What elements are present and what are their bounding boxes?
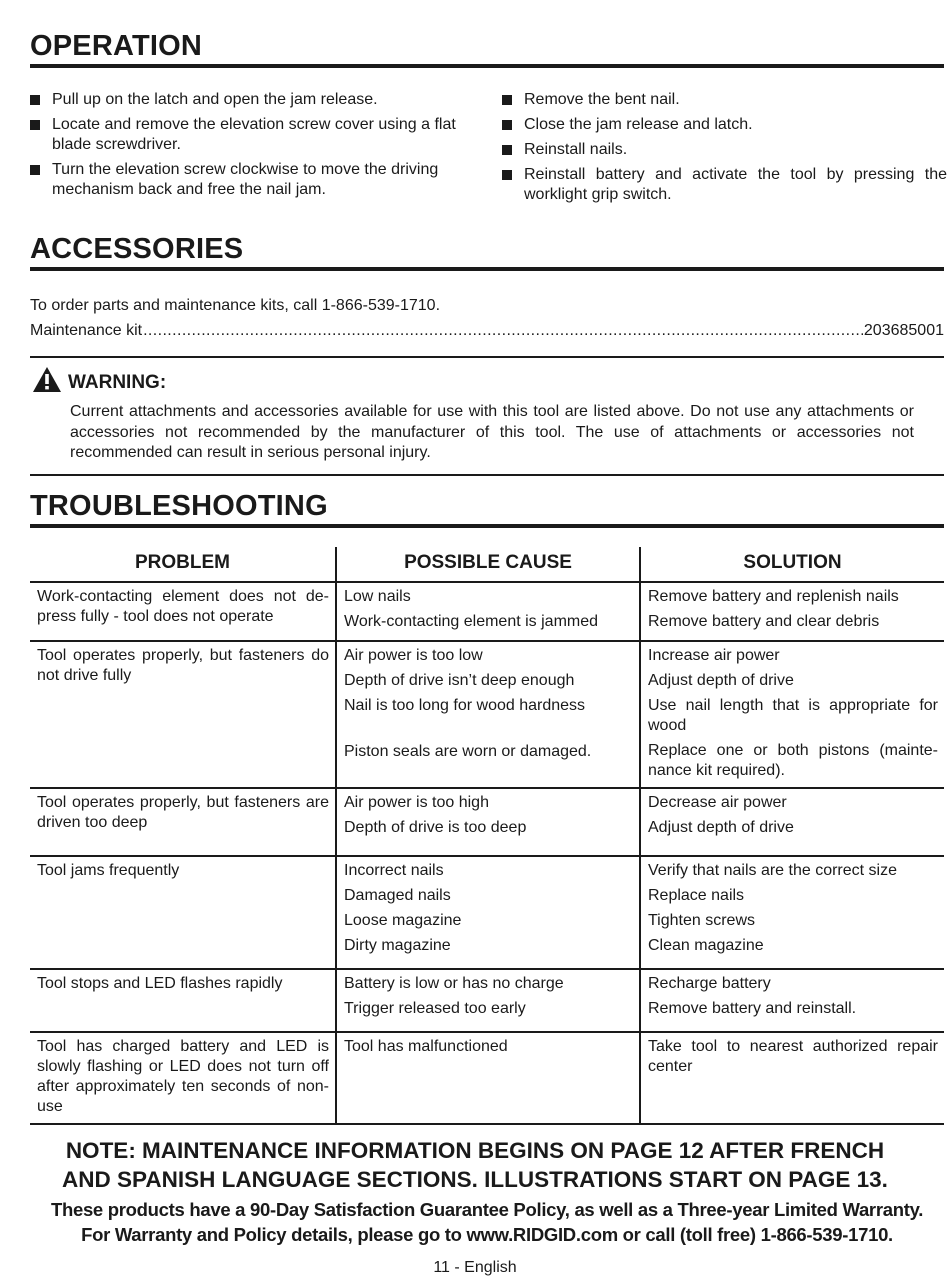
maintenance-note <box>0 1136 950 1194</box>
warning-triangle-icon <box>32 366 62 393</box>
table-row <box>30 641 944 788</box>
bullet-square-icon <box>30 95 40 105</box>
maintenance-kit-label: Maintenance kit <box>30 322 143 339</box>
list-item: Pull up on the latch and open the jam release. <box>30 90 475 110</box>
maintenance-kit-number: 203685001 <box>863 322 944 339</box>
problem-cell: Tool operates properly, but fasteners do not drive fully <box>30 641 336 788</box>
cause-cell: Tool has malfunctioned <box>336 1032 640 1124</box>
header-solution: SOLUTION <box>640 547 944 582</box>
bullet-square-icon <box>502 170 512 180</box>
table-header-row <box>30 547 944 582</box>
leader-dots <box>143 321 863 341</box>
note-line-2: AND SPANISH LANGUAGE SECTIONS. ILLUSTRATIONS START ON PAGE 13. <box>62 1167 888 1192</box>
problem-cell: Tool stops and LED flashes rapidly <box>30 969 336 1032</box>
bullet-square-icon <box>30 165 40 175</box>
solution-cell: Take tool to nearest authorized repair center <box>640 1032 944 1124</box>
problem-cell: Work-contacting element does not de-press fully - tool does not operate <box>30 582 336 641</box>
operation-left-list <box>30 90 475 205</box>
operation-right-list <box>502 90 947 210</box>
bullet-square-icon <box>30 120 40 130</box>
warranty-line-1: These products have a 90-Day Satisfaction Guarantee Policy, as well as a Three-year Limited Warranty. <box>50 1199 924 1220</box>
list-item: Close the jam release and latch. <box>502 115 947 135</box>
table-row <box>30 582 944 641</box>
bullet-square-icon <box>502 145 512 155</box>
troubleshooting-table <box>30 547 944 1125</box>
problem-cell: Tool has charged battery and LED is slowly flashing or LED does not turn off after approximately ten seconds of non-use <box>30 1032 336 1124</box>
table-row <box>30 788 944 856</box>
list-item: Turn the elevation screw clockwise to move the driving mechanism back and free the nail jam. <box>30 160 475 200</box>
cause-cell: Air power is too low Depth of drive isn’t deep enough Nail is too long for wood hardness Piston seals are worn or damaged. <box>336 641 640 788</box>
bullet-square-icon <box>502 95 512 105</box>
maintenance-kit-line <box>30 321 944 341</box>
cause-cell: Battery is low or has no charge Trigger released too early <box>336 969 640 1032</box>
solution-cell: Remove battery and replenish nails Remove battery and clear debris <box>640 582 944 641</box>
table-row <box>30 1032 944 1124</box>
order-parts-text: To order parts and maintenance kits, call 1-866-539-1710. <box>30 297 441 314</box>
table-row <box>30 856 944 969</box>
list-item: Reinstall battery and activate the tool by pressing the worklight grip switch. <box>502 165 947 205</box>
cause-cell: Air power is too high Depth of drive is too deep <box>336 788 640 856</box>
list-item: Locate and remove the elevation screw cover using a flat blade screwdriver. <box>30 115 475 155</box>
list-item: Reinstall nails. <box>502 140 947 160</box>
warranty-line-2: For Warranty and Policy details, please go to www.RIDGID.com or call (toll free) 1-866-539-1710. <box>81 1224 893 1245</box>
warning-box <box>30 356 944 476</box>
problem-cell: Tool operates properly, but fasteners are driven too deep <box>30 788 336 856</box>
cause-cell: Low nails Work-contacting element is jammed <box>336 582 640 641</box>
warning-heading: WARNING: <box>68 372 167 393</box>
operation-title: OPERATION <box>30 30 944 68</box>
solution-cell: Decrease air power Adjust depth of drive <box>640 788 944 856</box>
accessories-title: ACCESSORIES <box>30 233 944 271</box>
warning-body: Current attachments and accessories available for use with this tool are listed above. Do not use any attachments or accessories not recommended by the manufacturer of this tool. The use of attachments or accessories not recommended can result in serious personal injury. <box>70 403 914 461</box>
list-item: Remove the bent nail. <box>502 90 947 110</box>
page-number: 11 - English <box>433 1259 517 1276</box>
solution-cell: Verify that nails are the correct size Replace nails Tighten screws Clean magazine <box>640 856 944 969</box>
note-line-1: NOTE: MAINTENANCE INFORMATION BEGINS ON PAGE 12 AFTER FRENCH <box>65 1138 885 1163</box>
header-possible-cause: POSSIBLE CAUSE <box>336 547 640 582</box>
table-row <box>30 969 944 1032</box>
problem-cell: Tool jams frequently <box>30 856 336 969</box>
header-problem: PROBLEM <box>30 547 336 582</box>
troubleshooting-title: TROUBLESHOOTING <box>30 490 944 528</box>
solution-cell: Recharge battery Remove battery and reinstall. <box>640 969 944 1032</box>
solution-cell: Increase air power Adjust depth of drive Use nail length that is appropriate for wood Replace one or both pistons (mainte-nance kit required). <box>640 641 944 788</box>
cause-cell: Incorrect nails Damaged nails Loose magazine Dirty magazine <box>336 856 640 969</box>
warranty-statement <box>30 1197 944 1247</box>
bullet-square-icon <box>502 120 512 130</box>
